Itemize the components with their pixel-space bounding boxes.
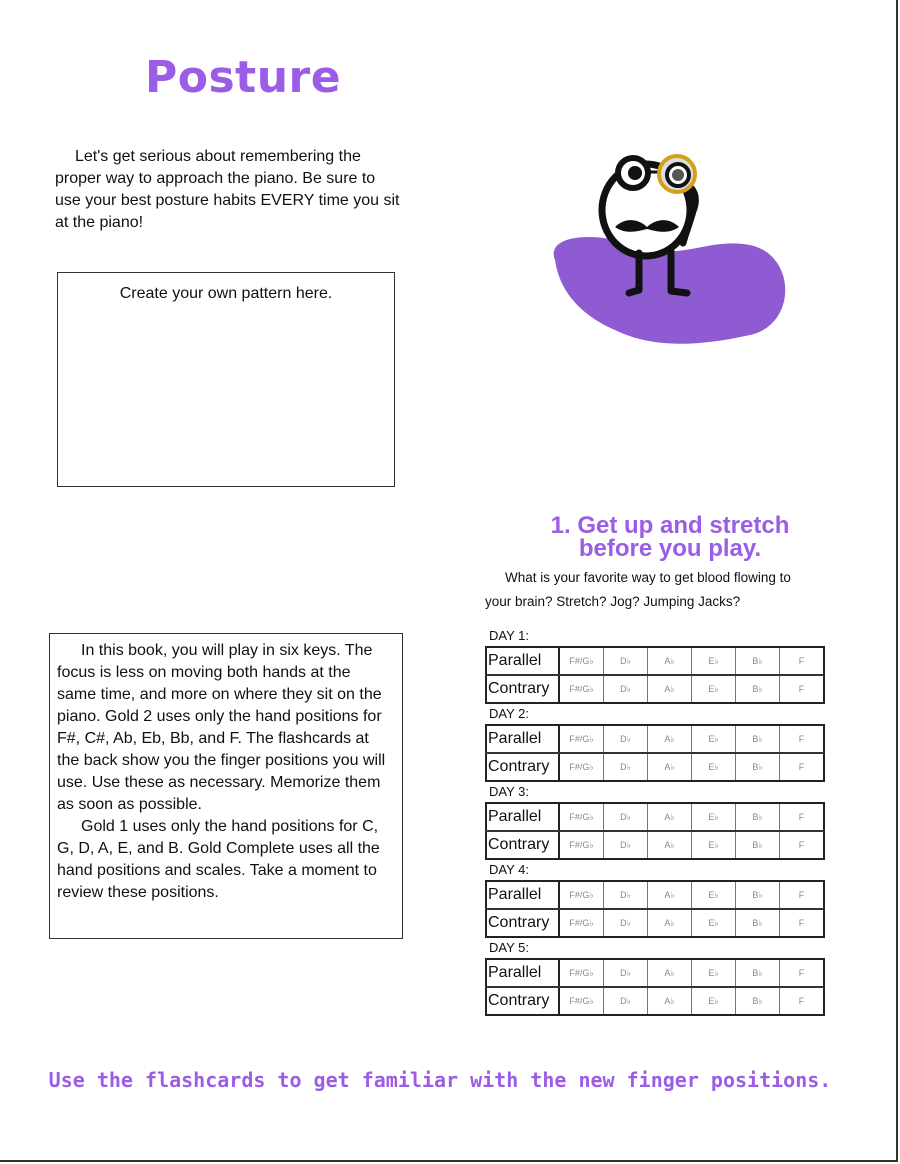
info-paragraph-2: Gold 1 uses only the hand positions for C, G, D, A, E, and B. Gold Complete uses all the hand positions and scales. Take a moment to review these positions. xyxy=(57,818,380,901)
key-cell[interactable]: D♭ xyxy=(604,725,648,753)
key-cell[interactable]: D♭ xyxy=(604,647,648,675)
key-cell[interactable]: F#/G♭ xyxy=(559,803,604,831)
row-label: Parallel xyxy=(486,725,559,753)
parallel-row xyxy=(486,725,824,753)
day-table xyxy=(485,802,825,860)
key-cell[interactable]: F#/G♭ xyxy=(559,831,604,859)
key-cell[interactable]: B♭ xyxy=(736,987,780,1015)
key-cell[interactable]: A♭ xyxy=(648,753,692,781)
practice-log xyxy=(485,628,825,1018)
key-cell[interactable]: F xyxy=(780,647,825,675)
info-paragraph-1: In this book, you will play in six keys. The focus is less on moving both hands at the same time, and more on where they sit on the piano. Gold 2 uses only the hand positions for F#, C#, Ab, Eb, Bb, and F. The flashcards at the back show you the finger positions you will use. Use these as necessary. Memorize them as soon as possible. xyxy=(57,642,386,813)
day-block xyxy=(485,706,825,782)
key-cell[interactable]: A♭ xyxy=(648,803,692,831)
day-table xyxy=(485,724,825,782)
intro-text: Let's get serious about remembering the proper way to approach the piano. Be sure to use your best posture habits EVERY time you sit at the piano! xyxy=(55,148,400,231)
day-label: DAY 3: xyxy=(489,784,529,799)
key-cell[interactable]: B♭ xyxy=(736,753,780,781)
key-cell[interactable]: A♭ xyxy=(648,881,692,909)
key-cell[interactable]: D♭ xyxy=(604,909,648,937)
key-cell[interactable]: A♭ xyxy=(648,647,692,675)
key-cell[interactable]: E♭ xyxy=(692,987,736,1015)
key-cell[interactable]: F#/G♭ xyxy=(559,647,604,675)
day-block xyxy=(485,862,825,938)
key-cell[interactable]: E♭ xyxy=(692,753,736,781)
key-cell[interactable]: D♭ xyxy=(604,803,648,831)
key-cell[interactable]: F xyxy=(780,831,825,859)
pattern-drawing-box[interactable] xyxy=(57,272,395,487)
contrary-row xyxy=(486,987,824,1015)
key-cell[interactable]: F#/G♭ xyxy=(559,753,604,781)
day-label: DAY 1: xyxy=(489,628,529,643)
contrary-row xyxy=(486,675,824,703)
key-cell[interactable]: F#/G♭ xyxy=(559,881,604,909)
key-cell[interactable]: F#/G♭ xyxy=(559,725,604,753)
key-cell[interactable]: F xyxy=(780,803,825,831)
key-cell[interactable]: D♭ xyxy=(604,675,648,703)
mascot-illustration xyxy=(535,145,795,355)
key-cell[interactable]: F#/G♭ xyxy=(559,987,604,1015)
key-cell[interactable]: B♭ xyxy=(736,803,780,831)
day-label: DAY 4: xyxy=(489,862,529,877)
key-cell[interactable]: F xyxy=(780,909,825,937)
key-cell[interactable]: B♭ xyxy=(736,881,780,909)
key-cell[interactable]: D♭ xyxy=(604,987,648,1015)
parallel-row xyxy=(486,647,824,675)
key-cell[interactable]: E♭ xyxy=(692,675,736,703)
key-cell[interactable]: E♭ xyxy=(692,647,736,675)
key-cell[interactable]: A♭ xyxy=(648,675,692,703)
row-label: Contrary xyxy=(486,987,559,1015)
key-cell[interactable]: B♭ xyxy=(736,831,780,859)
key-cell[interactable]: B♭ xyxy=(736,959,780,987)
key-cell[interactable]: E♭ xyxy=(692,803,736,831)
key-cell[interactable]: F#/G♭ xyxy=(559,675,604,703)
key-cell[interactable]: F xyxy=(780,675,825,703)
key-cell[interactable]: B♭ xyxy=(736,647,780,675)
key-cell[interactable]: F#/G♭ xyxy=(559,959,604,987)
contrary-row xyxy=(486,831,824,859)
day-label: DAY 5: xyxy=(489,940,529,955)
key-cell[interactable]: D♭ xyxy=(604,881,648,909)
row-label: Contrary xyxy=(486,675,559,703)
row-label: Contrary xyxy=(486,909,559,937)
stretch-heading-line2: before you play. xyxy=(578,535,762,562)
day-table xyxy=(485,880,825,938)
right-pupil xyxy=(672,169,684,181)
key-cell[interactable]: D♭ xyxy=(604,831,648,859)
left-pupil xyxy=(628,166,642,180)
row-label: Parallel xyxy=(486,881,559,909)
contrary-row xyxy=(486,909,824,937)
key-cell[interactable]: E♭ xyxy=(692,831,736,859)
key-cell[interactable]: D♭ xyxy=(604,959,648,987)
stretch-question-line2: your brain? Stretch? Jog? Jumping Jacks? xyxy=(485,594,741,609)
contrary-row xyxy=(486,753,824,781)
stretch-heading-line1: 1. Get up and stretch xyxy=(550,512,790,539)
key-cell[interactable]: A♭ xyxy=(648,959,692,987)
key-cell[interactable]: F xyxy=(780,753,825,781)
key-cell[interactable]: F xyxy=(780,881,825,909)
day-table xyxy=(485,958,825,1016)
key-cell[interactable]: A♭ xyxy=(648,909,692,937)
day-block xyxy=(485,628,825,704)
key-cell[interactable]: A♭ xyxy=(648,725,692,753)
key-cell[interactable]: B♭ xyxy=(736,909,780,937)
parallel-row xyxy=(486,959,824,987)
key-cell[interactable]: F xyxy=(780,725,825,753)
key-cell[interactable]: D♭ xyxy=(604,753,648,781)
row-label: Parallel xyxy=(486,647,559,675)
info-box xyxy=(49,633,403,939)
key-cell[interactable]: E♭ xyxy=(692,959,736,987)
parallel-row xyxy=(486,803,824,831)
key-cell[interactable]: E♭ xyxy=(692,725,736,753)
row-label: Contrary xyxy=(486,753,559,781)
day-block xyxy=(485,784,825,860)
stretch-question xyxy=(485,566,825,614)
page-title: Posture xyxy=(145,52,342,103)
footer-instruction: Use the flashcards to get familiar with the new finger positions. xyxy=(48,1068,832,1092)
day-label: DAY 2: xyxy=(489,706,529,721)
pattern-box-label: Create your own pattern here. xyxy=(119,285,333,302)
row-label: Contrary xyxy=(486,831,559,859)
key-cell[interactable]: F xyxy=(780,987,825,1015)
stretch-question-line1: What is your favorite way to get blood flowing to xyxy=(505,570,791,585)
row-label: Parallel xyxy=(486,803,559,831)
key-cell[interactable]: A♭ xyxy=(648,987,692,1015)
day-block xyxy=(485,940,825,1016)
key-cell[interactable]: B♭ xyxy=(736,725,780,753)
parallel-row xyxy=(486,881,824,909)
key-cell[interactable]: A♭ xyxy=(648,831,692,859)
key-cell[interactable]: E♭ xyxy=(692,881,736,909)
key-cell[interactable]: B♭ xyxy=(736,675,780,703)
day-table xyxy=(485,646,825,704)
key-cell[interactable]: F xyxy=(780,959,825,987)
row-label: Parallel xyxy=(486,959,559,987)
stretch-heading xyxy=(500,514,840,560)
key-cell[interactable]: E♭ xyxy=(692,909,736,937)
key-cell[interactable]: F#/G♭ xyxy=(559,909,604,937)
